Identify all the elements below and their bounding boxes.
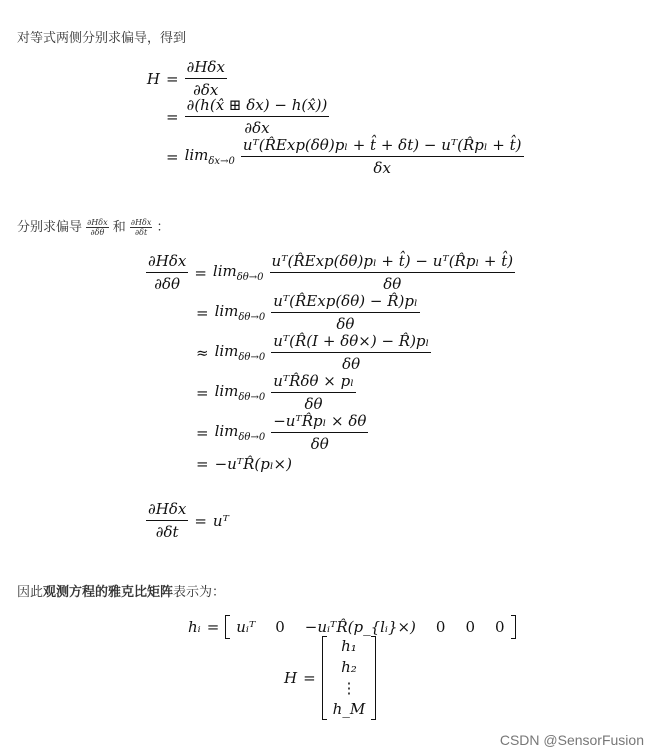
eq2-final: −uᵀR̂(pₗ×) [214,455,292,473]
eq2-line-1: $\frac{\text{∂Hδx}}{\partial\delta\theta}$ = $\lim_{\delta\theta\to 0}$ $\frac{\text{uᵀ(R̂Exp(δθ)pₗ + t̂) − uᵀ(R̂pₗ + t̂)}}{\delta\theta}$ [148,252,514,293]
eq2-line-3: ≈ $\lim_{\delta\theta\to 0}$ $\frac{\text{uᵀ(R̂(I + δθ×) − R̂)pₗ}}{\delta\theta}$ [196,332,430,373]
eq1-num-2: ∂(h(x̂ ⊞ δx) − h(x̂)) [185,96,330,117]
eq3-lhs: $\frac{\text{∂Hδx}}{\partial\delta t}$ [148,500,187,541]
eq1-den-2: ∂δx [244,119,270,137]
eq1-line-3: = $\lim_{\delta x\to 0}$ $\frac{\text{uᵀ(R̂Exp(δθ)pₗ + t̂ + δt) − uᵀ(R̂pₗ + t̂)}}{\delta x}$ [166,136,522,177]
jacobian-bold: 观测方程的雅克比矩阵 [43,585,174,600]
eq2-line-5: = $\lim_{\delta\theta\to 0}$ $\frac{\text{−uᵀR̂pₗ × δθ}}{\delta\theta}$ [196,412,367,453]
H-lhs: H [284,669,298,687]
eq1-den-1: ∂δx [193,81,219,99]
eq1-line-1: H = $\frac{\text{∂Hδx}}{\partial\delta x}$ [142,58,227,99]
eq3-rhs: uᵀ [212,511,229,530]
hi-lhs: hᵢ [188,618,201,636]
eq1-frac-3 [241,136,524,177]
eq1-num-1: ∂Hδx [185,58,227,79]
eq1-frac-2 [185,96,330,137]
eq2-line-6: = −uᵀR̂(pₗ×) [196,455,292,473]
hi-row: hᵢ = uᵢᵀ 0 −uᵢᵀR̂(p_{lᵢ}×) 0 0 0 [188,614,516,640]
eq2-frac-4: $\frac{\text{uᵀR̂δθ × pₗ}}{\delta\theta}$ [273,372,354,413]
eq2-frac-1: $\frac{\text{uᵀ(R̂Exp(δθ)pₗ + t̂) − uᵀ(R̂pₗ + t̂)}}{\delta\theta}$ [271,252,514,293]
eq1-line-2: = $\frac{\partial(h(x̂ ⊞ \delta x) - h(x̂))}{\partial\delta x}$ [166,96,328,137]
hi-vector: uᵢᵀ 0 −uᵢᵀR̂(p_{lᵢ}×) 0 0 0 [225,614,515,640]
H-row: H = h₁ h₂ ⋮ h_M [284,636,376,720]
csdn-watermark: CSDN @SensorFusion [499,732,644,748]
eq2-line-2: = $\lim_{\delta\theta\to 0}$ $\frac{\text{uᵀ(R̂Exp(δθ) − R̂)pₗ}}{\delta\theta}$ [196,292,418,333]
eq2-frac-3: $\frac{\text{uᵀ(R̂(I + δθ×) − R̂)pₗ}}{\delta\theta}$ [273,332,430,373]
partial-derivative-text [17,216,170,237]
eq1-frac-1 [185,58,227,99]
eq1-den-3: δx [373,159,391,177]
eq2-lhs: $\frac{\text{∂Hδx}}{\partial\delta\theta}$ [148,252,187,293]
p2-and: 和 [112,220,126,235]
inline-frac-t: $\frac{\text{∂Hδx}}{\partial\delta t}$ [130,218,152,237]
jacobian-text: 因此观测方程的雅克比矩阵表示为： [17,585,226,600]
equation-block-2 [146,252,526,482]
eq1-lim: $\lim_{\delta x\to 0}$ [184,146,235,167]
eq2-frac-5: $\frac{\text{−uᵀR̂pₗ × δθ}}{\delta\theta}$ [273,412,367,453]
p2-suffix: ： [156,220,170,235]
H-matrix: h₁ h₂ ⋮ h_M [322,636,377,720]
eq1-num-3: uᵀ(R̂Exp(δθ)pₗ + t̂ + δt) − uᵀ(R̂pₗ + t̂) [241,136,524,157]
eq1-lhs: H [146,69,160,88]
eq2-line-4: = $\lim_{\delta\theta\to 0}$ $\frac{\text{uᵀR̂δθ × pₗ}}{\delta\theta}$ [196,372,354,413]
inline-frac-theta: $\frac{\text{∂Hδx}}{\partial\delta\theta}$ [87,218,108,237]
intro-text: 对等式两侧分别求偏导，得到 [17,31,187,46]
eq2-frac-2: $\frac{\text{uᵀ(R̂Exp(δθ) − R̂)pₗ}}{\delta\theta}$ [273,292,418,333]
p2-prefix: 分别求偏导 [17,220,83,235]
eq3-line: $\frac{\text{∂Hδx}}{\partial\delta t}$ = uᵀ [148,500,229,541]
